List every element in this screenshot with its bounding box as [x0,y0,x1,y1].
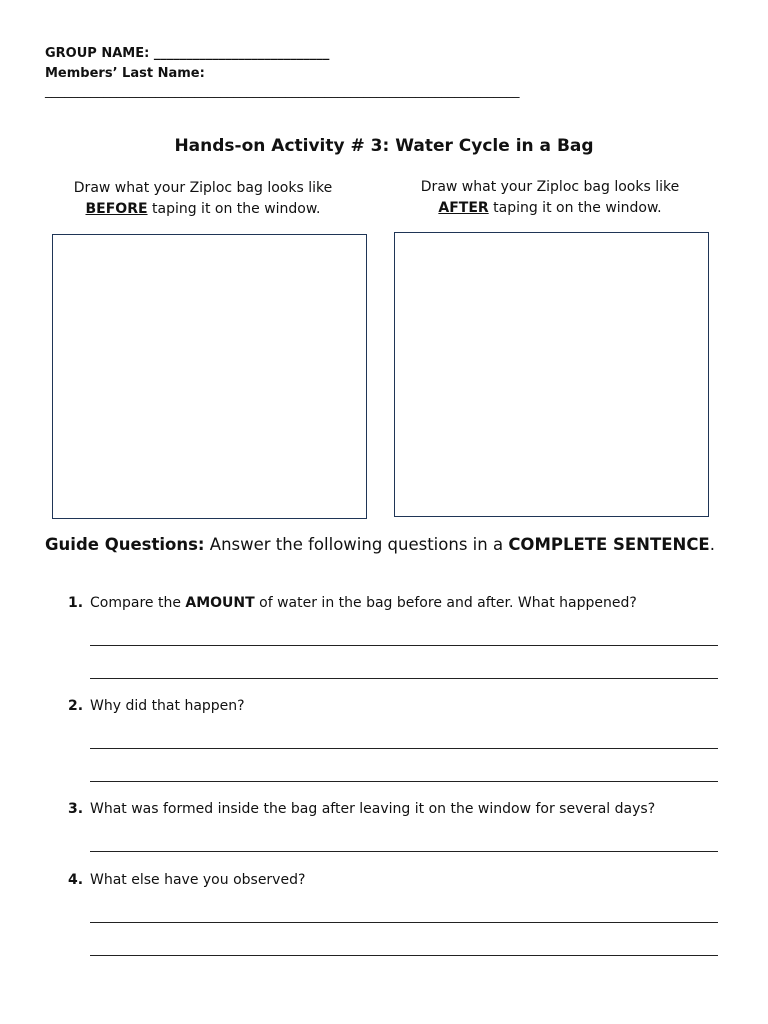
question-3-text: What was formed inside the bag after leaving it on the window for several days? [90,801,656,817]
guide-emphasis: COMPLETE SENTENCE [508,535,710,554]
guide-questions-heading [45,532,725,557]
question-1-bold: AMOUNT [185,595,255,611]
before-instruction-rest: taping it on the window. [147,201,321,217]
after-instruction-line2 [398,198,702,219]
answer-line-1b[interactable] [90,678,718,679]
answer-line-3a[interactable] [90,851,718,852]
answer-line-2a[interactable] [90,748,718,749]
after-keyword: AFTER [438,200,489,216]
guide-label: Guide Questions: [45,535,205,554]
before-instruction [52,178,354,220]
answer-line-2b[interactable] [90,781,718,782]
after-drawing-box[interactable] [394,232,709,517]
question-2-number: 2. [68,698,84,714]
question-1-text [90,595,637,611]
after-instruction-rest: taping it on the window. [488,200,662,216]
guide-period: . [709,535,715,554]
question-3-number: 3. [68,801,84,817]
answer-line-4b[interactable] [90,955,718,956]
members-last-name-label: Members’ Last Name: [45,66,205,81]
before-instruction-line1: Draw what your Ziploc bag looks like [73,180,333,196]
before-drawing-box[interactable] [52,234,367,519]
question-2-text: Why did that happen? [90,698,245,714]
before-instruction-line2 [52,199,354,220]
members-last-name-line: _________________________________________________________________________ [45,84,520,99]
question-1-pre: Compare the [90,595,186,611]
answer-line-4a[interactable] [90,922,718,923]
question-4-number: 4. [68,872,84,888]
question-4-text: What else have you observed? [90,872,306,888]
question-1-number: 1. [68,595,84,611]
before-keyword: BEFORE [85,201,148,217]
after-instruction-line1: Draw what your Ziploc bag looks like [420,179,680,195]
activity-title: Hands-on Activity # 3: Water Cycle in a Bag [174,136,594,156]
answer-line-1a[interactable] [90,645,718,646]
guide-text: Answer the following questions in a [204,535,509,554]
question-1-post: of water in the bag before and after. What happened? [254,595,637,611]
group-name-label: GROUP NAME: ___________________________ [45,46,330,61]
after-instruction [398,177,702,219]
